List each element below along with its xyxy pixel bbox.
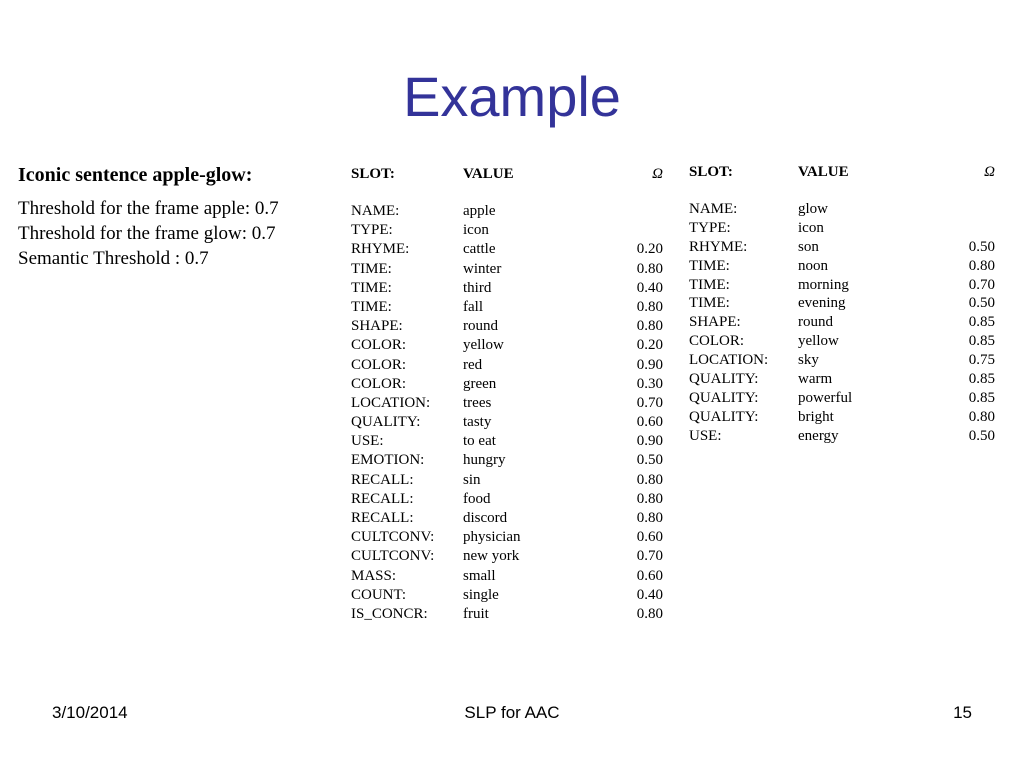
table-row — [689, 200, 995, 219]
slot-cell: RECALL: — [351, 510, 414, 526]
slot-cell: TIME: — [689, 295, 730, 312]
omega-cell: 0.85 — [968, 389, 995, 406]
table-row — [351, 279, 663, 298]
table-row — [689, 351, 995, 370]
slot-cell: QUALITY: — [351, 414, 421, 431]
omega-cell: 0.50 — [968, 238, 995, 255]
threshold-block — [18, 162, 338, 271]
value-cell: trees — [463, 394, 492, 411]
slot-cell: RECALL: — [351, 490, 414, 507]
table-row — [689, 370, 995, 389]
value-cell: sin — [463, 471, 481, 488]
slot-cell: COLOR: — [351, 337, 407, 354]
value-cell: icon — [463, 222, 489, 239]
slot-cell: USE: — [689, 427, 722, 444]
omega-cell: 0.85 — [968, 333, 995, 350]
omega-cell: 0.60 — [636, 414, 663, 431]
slot-cell: RHYME: — [351, 241, 410, 258]
slot-cell: CULTCONV: — [351, 529, 435, 546]
slot-cell: COLOR: — [351, 375, 407, 392]
slot-cell: RECALL: — [351, 471, 414, 488]
omega-cell: 0.70 — [968, 276, 995, 293]
table-row — [351, 432, 663, 451]
slot-cell: LOCATION: — [351, 394, 431, 411]
table-row — [351, 605, 663, 624]
table-row — [351, 221, 663, 240]
glow-frame-table — [689, 164, 995, 446]
slot-cell: TYPE: — [351, 222, 393, 239]
table-row — [351, 260, 663, 279]
value-cell: small — [463, 567, 496, 584]
omega-cell: 0.30 — [636, 375, 663, 392]
omega-cell: 0.80 — [636, 298, 663, 315]
value-cell: fall — [463, 298, 483, 315]
glow-threshold-line: Threshold for the frame glow: 0.7 — [18, 223, 276, 244]
table-row — [351, 394, 663, 413]
omega-cell: 0.75 — [968, 352, 995, 369]
slot-cell: COLOR: — [351, 356, 407, 373]
table-row — [351, 202, 663, 221]
omega-cell: 0.20 — [636, 337, 663, 354]
value-cell: green — [463, 375, 497, 392]
value-cell: icon — [798, 219, 824, 236]
value-cell: warm — [798, 371, 833, 388]
table-row — [351, 509, 663, 528]
value-cell: third — [463, 279, 492, 296]
value-cell: red — [463, 356, 483, 373]
value-cell: sky — [798, 352, 819, 369]
value-header: VALUE — [798, 164, 849, 180]
omega-cell: 0.80 — [636, 605, 663, 622]
omega-cell: 0.85 — [968, 314, 995, 331]
value-cell: round — [463, 318, 498, 335]
omega-cell: 0.85 — [968, 371, 995, 388]
table-row — [689, 219, 995, 238]
value-cell: bright — [798, 408, 834, 425]
table-row — [351, 356, 663, 375]
value-cell: tasty — [463, 414, 492, 431]
omega-cell: 0.80 — [636, 318, 663, 335]
slot-cell: TIME: — [689, 276, 730, 293]
value-cell: apple — [463, 203, 496, 219]
slot-cell: TIME: — [351, 279, 392, 296]
table-row — [351, 336, 663, 355]
value-cell: yellow — [798, 333, 839, 350]
omega-cell: 0.40 — [636, 279, 663, 296]
value-cell: hungry — [463, 452, 506, 469]
table-header — [689, 164, 995, 184]
omega-cell: 0.80 — [636, 471, 663, 488]
slot-header: SLOT: — [351, 166, 395, 182]
table-row — [351, 490, 663, 509]
table-row — [689, 389, 995, 408]
slot-cell: CULTCONV: — [351, 548, 435, 565]
page-number: 15 — [953, 703, 972, 722]
semantic-threshold-line: Semantic Threshold : 0.7 — [18, 248, 209, 269]
table-row — [351, 317, 663, 336]
table-row — [689, 294, 995, 313]
slot-cell: LOCATION: — [689, 352, 769, 369]
slot-cell: QUALITY: — [689, 371, 759, 388]
omega-cell: 0.50 — [968, 295, 995, 312]
value-cell: glow — [798, 201, 828, 217]
value-cell: noon — [798, 257, 828, 274]
table-row — [689, 313, 995, 332]
value-cell: food — [463, 490, 491, 507]
table-row — [689, 257, 995, 276]
table-row — [689, 238, 995, 257]
slot-cell: USE: — [351, 433, 384, 450]
slot-cell: SHAPE: — [689, 314, 741, 331]
slot-cell: NAME: — [689, 201, 738, 217]
apple-threshold-line: Threshold for the frame apple: 0.7 — [18, 198, 279, 219]
value-cell: winter — [463, 260, 502, 277]
slide-title: Example — [403, 65, 621, 128]
slot-cell: IS_CONCR: — [351, 605, 428, 622]
value-cell: new york — [463, 548, 520, 565]
omega-cell: 0.90 — [636, 433, 663, 450]
slot-cell: QUALITY: — [689, 408, 759, 425]
slot-cell: COUNT: — [351, 586, 407, 603]
omega-cell: 0.70 — [636, 394, 663, 411]
table-row — [351, 240, 663, 259]
omega-cell: 0.70 — [636, 548, 663, 565]
omega-header: Ω — [984, 164, 995, 180]
value-cell: yellow — [463, 337, 504, 354]
table-row — [689, 276, 995, 295]
slot-cell: COLOR: — [689, 333, 745, 350]
omega-cell: 0.20 — [636, 241, 663, 258]
slot-cell: NAME: — [351, 203, 400, 219]
omega-cell: 0.90 — [636, 356, 663, 373]
table-row — [689, 427, 995, 446]
table-header — [351, 166, 663, 186]
table-row — [689, 332, 995, 351]
omega-cell: 0.50 — [636, 452, 663, 469]
slot-cell: RHYME: — [689, 238, 748, 255]
table-row — [351, 413, 663, 432]
value-cell: energy — [798, 427, 839, 444]
footer-date: 3/10/2014 — [52, 703, 128, 722]
slot-cell: EMOTION: — [351, 452, 425, 469]
footer-title: SLP for AAC — [464, 703, 560, 722]
table-row — [351, 471, 663, 490]
value-cell: discord — [463, 510, 508, 526]
table-row — [351, 547, 663, 566]
table-body — [689, 200, 995, 446]
value-cell: fruit — [463, 605, 489, 622]
omega-cell: 0.80 — [636, 510, 663, 526]
value-cell: to eat — [463, 433, 496, 450]
omega-cell: 0.60 — [636, 529, 663, 546]
omega-cell: 0.50 — [968, 427, 995, 444]
omega-cell: 0.80 — [968, 408, 995, 425]
value-header: VALUE — [463, 166, 514, 182]
table-body — [351, 202, 663, 624]
slot-cell: SHAPE: — [351, 318, 403, 335]
slot-cell: QUALITY: — [689, 389, 759, 406]
omega-cell: 0.60 — [636, 567, 663, 584]
slot-cell: TIME: — [351, 260, 392, 277]
table-row — [689, 408, 995, 427]
slot-cell: MASS: — [351, 567, 397, 584]
table-row — [351, 528, 663, 547]
omega-cell: 0.80 — [636, 260, 663, 277]
value-cell: round — [798, 314, 833, 331]
value-cell: evening — [798, 295, 846, 312]
table-row — [351, 586, 663, 605]
value-cell: cattle — [463, 241, 496, 258]
slot-cell: TYPE: — [689, 219, 731, 236]
value-cell: son — [798, 238, 819, 255]
omega-cell: 0.80 — [636, 490, 663, 507]
table-row — [351, 375, 663, 394]
value-cell: physician — [463, 529, 521, 546]
apple-frame-table — [351, 166, 663, 624]
table-row — [351, 451, 663, 470]
omega-cell: 0.40 — [636, 586, 663, 603]
table-row — [351, 567, 663, 586]
slot-header: SLOT: — [689, 164, 733, 180]
value-cell: morning — [798, 276, 849, 293]
table-row — [351, 298, 663, 317]
omega-cell: 0.80 — [968, 257, 995, 274]
slot-cell: TIME: — [351, 298, 392, 315]
value-cell: powerful — [798, 389, 853, 406]
value-cell: single — [463, 586, 499, 603]
sentence-heading: Iconic sentence apple-glow: — [18, 164, 253, 186]
omega-header: Ω — [652, 166, 663, 182]
slot-cell: TIME: — [689, 257, 730, 274]
